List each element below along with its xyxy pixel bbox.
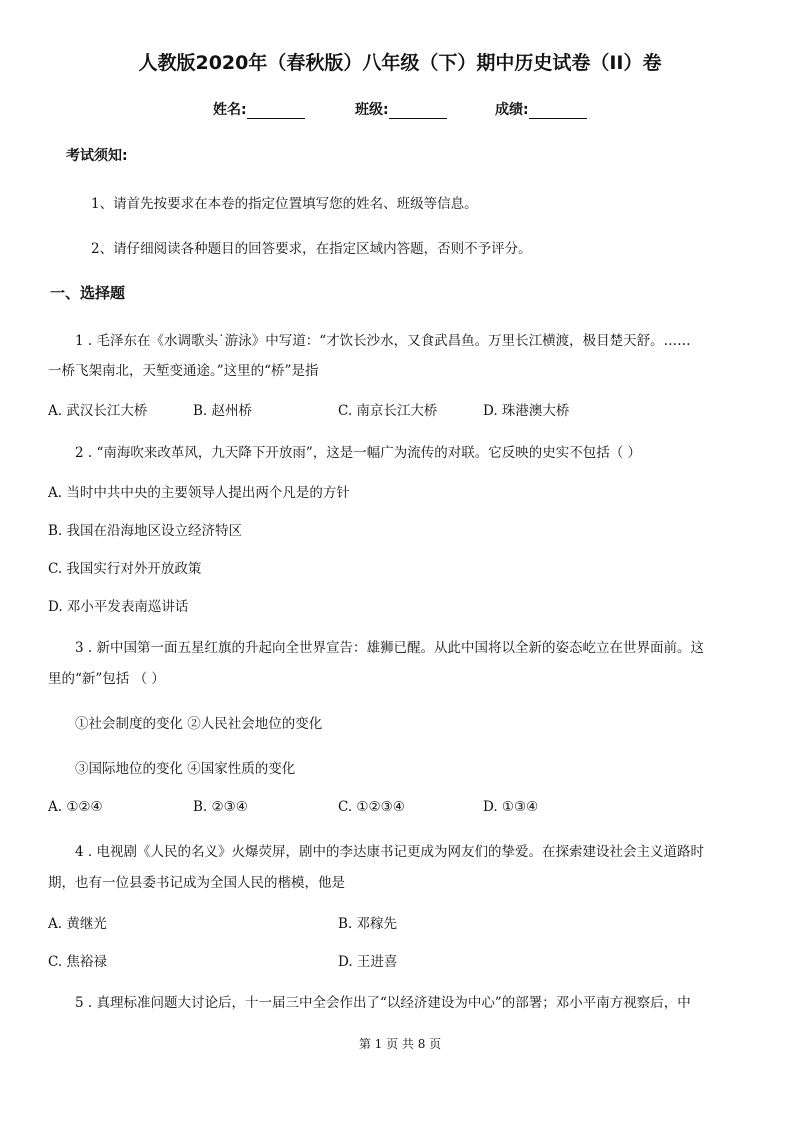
class-field [355, 99, 447, 119]
q3-sub-line2: ③国际地位的变化 ④国家性质的变化 [75, 761, 296, 777]
q1-stem-line1: 1 . 毛泽东在《水调歌头˙游泳》中写道：“才饮长沙水，又食武昌鱼。万里长江横渡，极目楚天舒。…… [75, 333, 691, 349]
q4-option-c: C. 焦裕禄 [48, 954, 107, 970]
q1-option-a: A. 武汉长江大桥 [48, 403, 148, 419]
q2-stem: 2 . “南海吹来改革风，九天降下开放雨”，这是一幅广为流传的对联。它反映的史实不包括（ ） [75, 445, 642, 461]
q3-option-a: A. ①②④ [48, 799, 103, 815]
q4-option-d: D. 王进喜 [338, 954, 398, 970]
q1-stem-line2: 一桥飞架南北，天堑变通途。”这里的“桥”是指 [48, 363, 319, 379]
notice-item-2: 2、请仔细阅读各种题目的回答要求，在指定区域内答题，否则不予评分。 [91, 241, 532, 257]
page-title: 人教版2020年（春秋版）八年级（下）期中历史试卷（II）卷 [138, 52, 662, 74]
q2-option-c: C. 我国实行对外开放政策 [48, 561, 202, 577]
q4-stem-line2: 期，也有一位县委书记成为全国人民的楷模，他是 [48, 875, 345, 891]
name-label: 姓名: [213, 102, 247, 118]
q1-option-c: C. 南京长江大桥 [338, 403, 438, 419]
q4-option-a: A. 黄继光 [48, 916, 107, 932]
score-label: 成绩: [495, 102, 529, 118]
class-blank [389, 104, 447, 119]
q4-stem-line1: 4 . 电视剧《人民的名义》火爆荧屏，剧中的李达康书记更成为网友们的挚爱。在探索建设社会主义道路时 [75, 844, 704, 860]
q5-stem-line1: 5 . 真理标准问题大讨论后，十一届三中全会作出了“以经济建设为中心”的部署；邓小平南方视察后，中 [75, 995, 691, 1011]
q3-option-c: C. ①②③④ [338, 799, 405, 815]
q2-option-d: D. 邓小平发表南巡讲话 [48, 599, 189, 615]
q2-option-b: B. 我国在沿海地区设立经济特区 [48, 523, 243, 539]
page-footer: 第 1 页 共 8 页 [358, 1037, 442, 1051]
q3-option-d: D. ①③④ [483, 799, 539, 815]
q1-option-d: D. 珠港澳大桥 [483, 403, 570, 419]
name-blank [247, 104, 305, 119]
q3-sub-line1: ①社会制度的变化 ②人民社会地位的变化 [75, 716, 323, 732]
q4-option-b: B. 邓稼先 [338, 916, 398, 932]
class-label: 班级: [355, 102, 389, 118]
section-heading: 一、选择题 [50, 284, 126, 302]
q3-stem-line1: 3 . 新中国第一面五星红旗的升起向全世界宣告：雄狮已醒。从此中国将以全新的姿态屹立在世界面前。这 [75, 640, 704, 656]
name-field [213, 99, 305, 119]
notice-heading: 考试须知: [66, 148, 128, 164]
notice-item-1: 1、请首先按要求在本卷的指定位置填写您的姓名、班级等信息。 [91, 196, 478, 212]
score-field [495, 99, 587, 119]
q3-stem-line2: 里的“新”包括 （ ） [48, 671, 165, 687]
q3-option-b: B. ②③④ [193, 799, 248, 815]
score-blank [529, 104, 587, 119]
q1-option-b: B. 赵州桥 [193, 403, 253, 419]
q2-option-a: A. 当时中共中央的主要领导人提出两个凡是的方针 [48, 485, 350, 501]
